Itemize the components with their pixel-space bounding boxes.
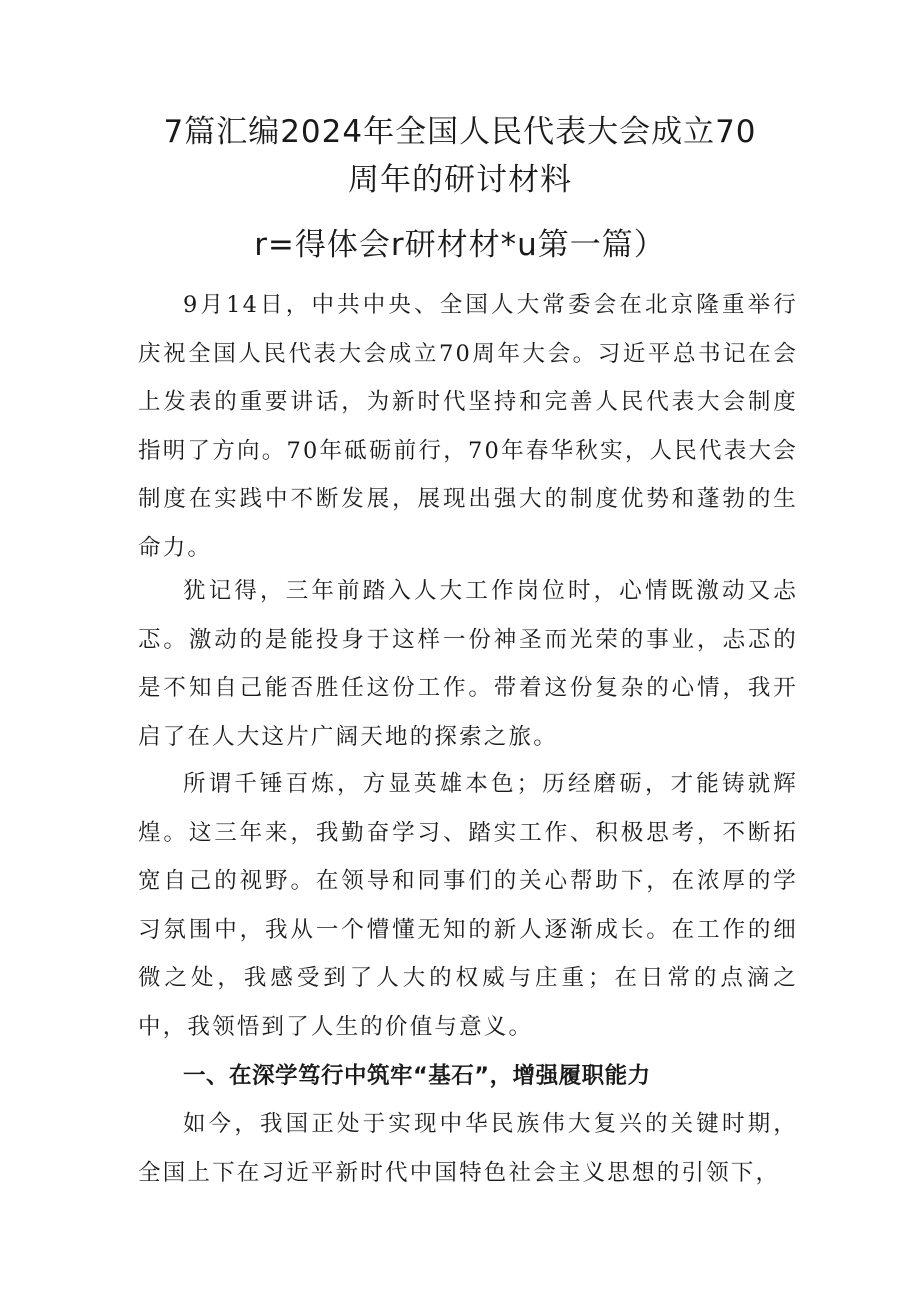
- paragraph-3: 所谓千锤百炼，方显英雄本色；历经磨砺，才能铸就辉煌。这三年来，我勤奋学习、踏实工作、积极思考，不断拓宽自己的视野。在领导和同事们的关心帮助下，在浓厚的学习氛围中，我从一个懵懂无知的新人逐渐成长。在工作的细微之处，我感受到了人大的权威与庄重；在日常的点滴之中，我领悟到了人生的价值与意义。: [138, 771, 798, 1040]
- section-paragraph: 如今，我国正处于实现中华民族伟大复兴的关键时期，全国上下在习近平新时代中国特色社会主义思想的引领下，: [138, 1111, 798, 1186]
- document-title-line-2: 周年的研讨材料: [348, 162, 572, 198]
- section-heading: 一、在深学笃行中筑牢“基石”，增强履职能力: [183, 1063, 651, 1089]
- paragraph-2: 犹记得，三年前踏入人大工作岗位时，心情既激动又忐忑。激动的是能投身于这样一份神圣而光荣的事业，忐忑的是不知自己能否胜任这份工作。带着这份复杂的心情，我开启了在人大这片广阔天地的探索之旅。: [138, 578, 798, 750]
- document-subtitle: r=得体会r研材材*u第一篇）: [254, 227, 666, 263]
- document-title-line-1: 7篇汇编2024年全国人民代表大会成立70: [163, 114, 757, 150]
- paragraph-1: 9月14日，中共中央、全国人大常委会在北京隆重举行庆祝全国人民代表大会成立70周年大会。习近平总书记在会上发表的重要讲话，为新时代坚持和完善人民代表大会制度指明了方向。70年砥砺前行，70年春华秋实，人民代表大会制度在实践中不断发展，展现出强大的制度优势和蓬勃的生命力。: [138, 292, 798, 561]
